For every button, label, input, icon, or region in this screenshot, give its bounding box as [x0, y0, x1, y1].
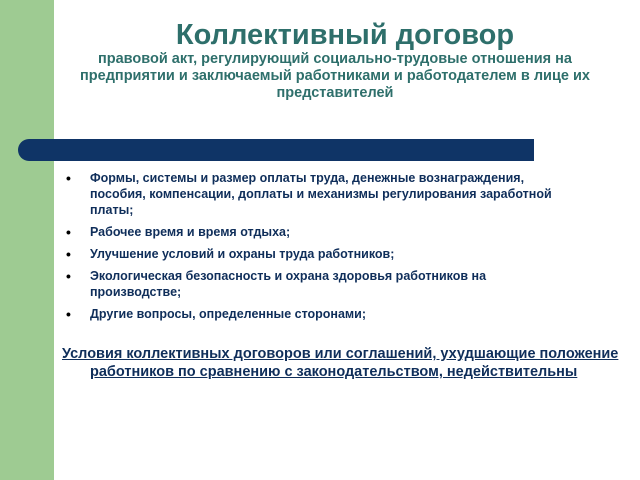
list-item-text: Рабочее время и время отдыха;: [90, 225, 291, 239]
list-item-text: Формы, системы и размер оплаты труда, денежные вознаграждения, пособия, компенсации, доплаты и механизмы регулирования заработной платы;: [90, 171, 552, 217]
bullet-list: [62, 170, 562, 328]
bullet-icon: •: [66, 170, 71, 186]
list-item: [62, 268, 562, 300]
list-item-text: Другие вопросы, определенные сторонами;: [90, 307, 367, 321]
list-item: [62, 246, 562, 262]
list-item: [62, 306, 562, 322]
bullet-icon: •: [66, 224, 71, 240]
list-item-text: Экологическая безопасность и охрана здоровья работников на производстве;: [90, 269, 487, 299]
bullet-icon: •: [66, 268, 71, 284]
list-item: [62, 224, 562, 240]
list-item-text: Улучшение условий и охраны труда работников;: [90, 247, 395, 261]
slide-title: Коллективный договор: [175, 19, 515, 51]
list-item: [62, 170, 562, 218]
decor-bar: [18, 139, 534, 161]
slide-subtitle: правовой акт, регулирующий социально-трудовые отношения на предприятии и заключаемый работниками и работодателем в лице их представителей: [80, 51, 590, 101]
bullet-icon: •: [66, 306, 71, 322]
conclusion-text: Условия коллективных договоров или соглашений, ухудшающие положение работников по сравнению с законодательством, недействительны: [62, 346, 619, 380]
bullet-icon: •: [66, 246, 71, 262]
left-decor-strip: [0, 0, 54, 480]
